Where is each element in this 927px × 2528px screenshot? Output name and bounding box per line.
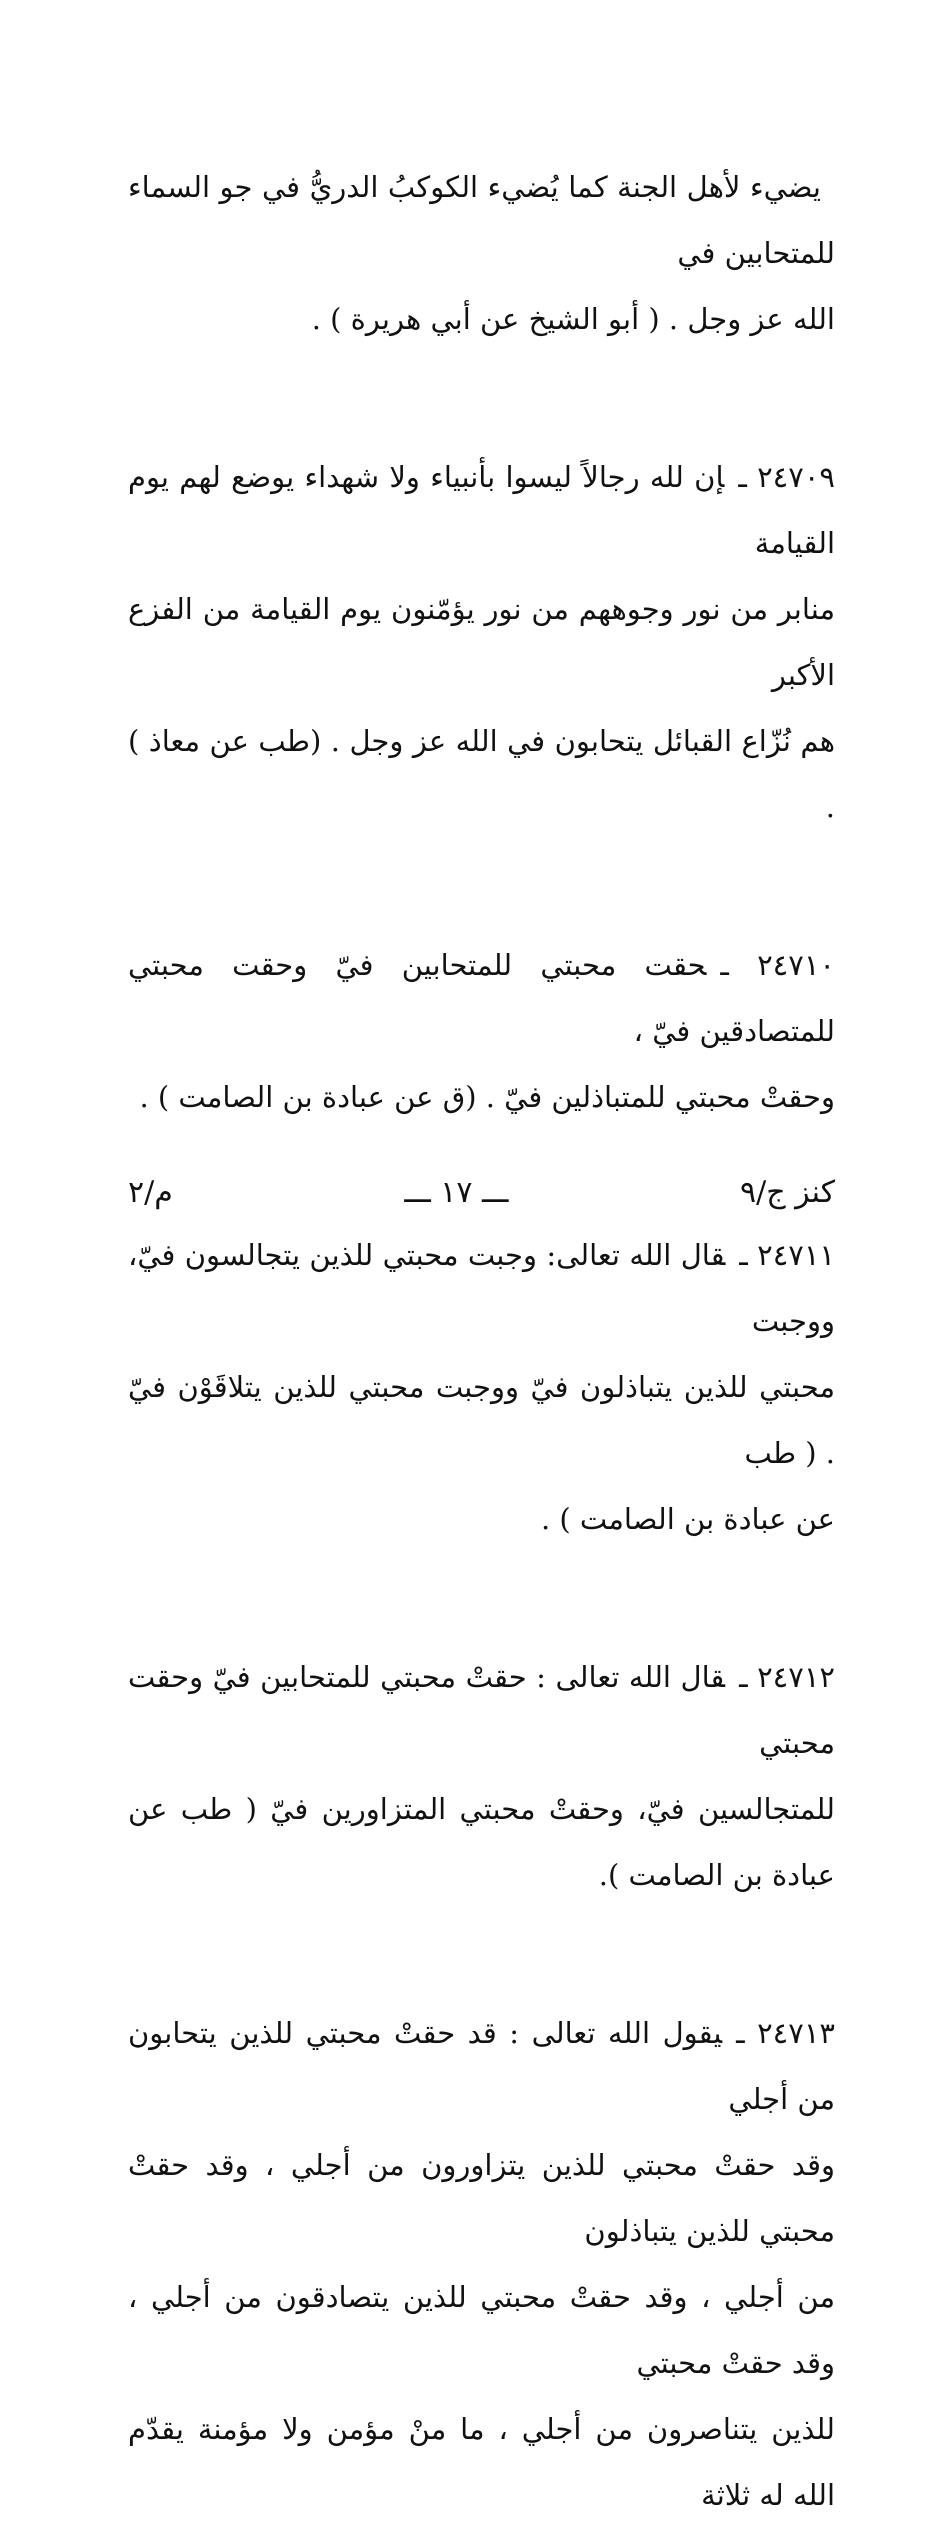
hadith-text: قال الله تعالى : حقتْ محبتي للمتحابين فيّ وحقت محبتي للمتجالسين فيّ، وحقتْ محبتي المتزاورين فيّ ( طب عن عبادة بن الصامت ). (128, 1660, 835, 1892)
paragraph-24712 (128, 1578, 835, 1908)
hadith-text: قال الله تعالى: وجبت محبتي للذين يتجالسون فيّ، ووجبت محبتي للذين يتباذلون فيّ ووجبت محبتي للذين يتلاقَوْن فيّ . ( طب عن عبادة بن الصامت ) . (128, 1238, 835, 1536)
paragraph-24709 (128, 378, 835, 840)
hadith-text: يضيء لأهل الجنة كما يُضيء الكوكبُ الدريُّ في جو السماء للمتحابين في الله عز وجل . ( أبو الشيخ عن أبي هريرة ) . (128, 170, 835, 336)
hadith-text: حقت محبتي للمتحابين فيّ وحقت محبتي للمتصادقين فيّ ، وحقتْ محبتي للمتباذلين فيّ . (ق عن عبادة بن الصامت ) . (128, 948, 835, 1114)
paragraph-24713 (128, 1934, 835, 2528)
paragraph-1 (128, 88, 835, 352)
volume-reference: كنز ج/٩ (739, 1174, 835, 1210)
paragraph-24710 (128, 866, 835, 1130)
page-footer (128, 1162, 835, 1222)
hadith-number: ٢٤٧١٠ ـ (720, 948, 835, 982)
hadith-number: ٢٤٧١٣ ـ (736, 2016, 835, 2050)
signature-mark: م/٢ (128, 1174, 173, 1210)
hadith-number: ٢٤٧١٢ ـ (739, 1660, 835, 1694)
hadith-number: ٢٤٧٠٩ ـ (738, 460, 835, 494)
hadith-text: يقول الله تعالى : قد حقتْ محبتي للذين يتحابون من أجلي وقد حقتْ محبتي للذين يتزاورون من أجلي ، وقد حقتْ محبتي للذين يتباذلون من أجلي ، وقد حقتْ محبتي للذين يتصادقون من أجلي ، وقد حقتْ محبتي للذين يتناصرون من أجلي ، ما منْ مؤمن ولا مؤمنة يقدّم الله له ثلاثة (128, 2016, 835, 2512)
hadith-text: إن لله رجالاً ليسوا بأنبياء ولا شهداء يوضع لهم يوم القيامة منابر من نور وجوههم من نور يؤمّنون يوم القيامة من الفزع الأكبر هم نُزّاع القبائل يتحابون في الله عز وجل . (طب عن معاذ ) . (128, 460, 835, 824)
hadith-number: ٢٤٧١١ ـ (739, 1238, 836, 1272)
page-number: ـــ ١٧ ـــ (404, 1174, 509, 1210)
